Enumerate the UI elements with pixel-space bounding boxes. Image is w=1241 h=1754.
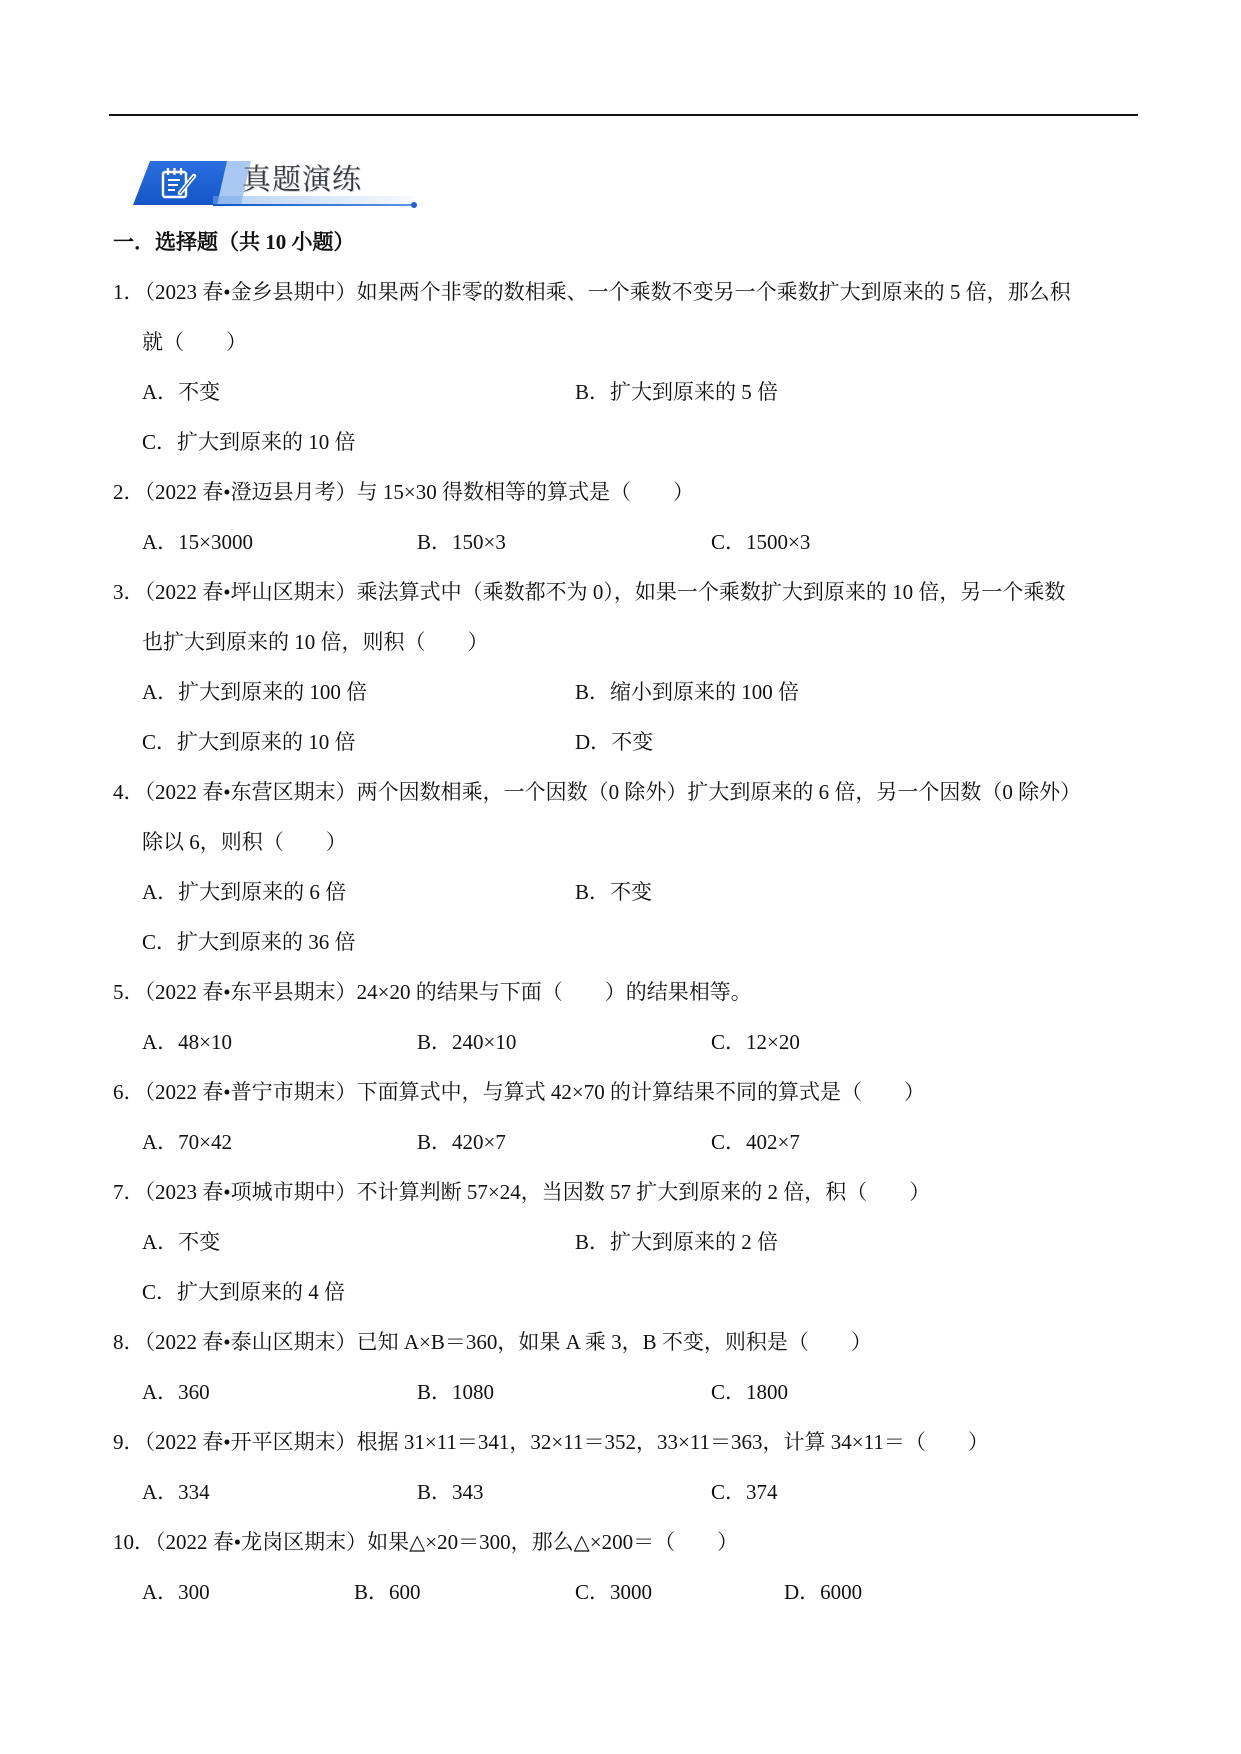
option-b: B．420×7	[417, 1130, 506, 1154]
question-7	[113, 1167, 1136, 1217]
option-b: B．240×10	[417, 1030, 517, 1054]
option-a: A．334	[142, 1480, 210, 1504]
question-stem-line: （2022 春•普宁市期末）下面算式中，与算式 42×70 的计算结果不同的算式是（ ）	[144, 1080, 925, 1104]
option-row	[113, 667, 1136, 717]
option-b: B．扩大到原来的 2 倍	[575, 1230, 779, 1254]
option-a: A．15×3000	[142, 530, 254, 554]
option-a: A．70×42	[142, 1130, 233, 1154]
question-stem-line: （2023 春•项城市期中）不计算判断 57×24，当因数 57 扩大到原来的 2 倍，积（ ）	[144, 1180, 931, 1204]
option-row	[113, 1117, 1136, 1167]
option-c: C．3000	[575, 1580, 653, 1604]
option-c: C．1500×3	[711, 530, 811, 554]
option-row	[113, 1567, 1136, 1617]
option-b: B．缩小到原来的 100 倍	[575, 680, 800, 704]
option-row	[113, 1467, 1136, 1517]
option-row	[113, 717, 1136, 767]
question-stem-line: （2022 春•坪山区期末）乘法算式中（乘数都不为 0），如果一个乘数扩大到原来的 10 倍，另一个乘数	[144, 580, 1066, 604]
question-number: 3．	[113, 580, 145, 604]
header-rule	[109, 114, 1138, 116]
question-stem-line: （2022 春•澄迈县月考）与 15×30 得数相等的算式是（ ）	[144, 480, 694, 504]
option-c: C．扩大到原来的 36 倍	[142, 930, 356, 954]
question-number: 7．	[113, 1180, 145, 1204]
option-c: C．扩大到原来的 4 倍	[142, 1280, 346, 1304]
option-row	[113, 867, 1136, 917]
option-a: A．扩大到原来的 6 倍	[142, 880, 347, 904]
question-stem-line: （2023 春•金乡县期中）如果两个非零的数相乘、一个乘数不变另一个乘数扩大到原来的 5 倍，那么积	[144, 280, 1071, 304]
option-row	[113, 917, 1136, 967]
option-b: B．不变	[575, 880, 653, 904]
option-c: C．12×20	[711, 1030, 800, 1054]
banner-title: 真题演练	[242, 164, 363, 196]
option-a: A．48×10	[142, 1030, 233, 1054]
option-c: C．374	[711, 1480, 778, 1504]
option-b: B．150×3	[417, 530, 506, 554]
option-a: A．不变	[142, 380, 221, 404]
option-a: A．不变	[142, 1230, 221, 1254]
question-stem-line: （2022 春•东营区期末）两个因数相乘，一个因数（0 除外）扩大到原来的 6 倍，另一个因数（0 除外）	[144, 780, 1082, 804]
question-number: 6．	[113, 1080, 145, 1104]
option-a: A．300	[142, 1580, 210, 1604]
question-number: 2．	[113, 480, 145, 504]
option-row	[113, 1217, 1136, 1267]
option-c: C．扩大到原来的 10 倍	[142, 730, 356, 754]
option-a: A．360	[142, 1380, 210, 1404]
question-number: 5．	[113, 980, 145, 1004]
option-row	[113, 1017, 1136, 1067]
question-stem-line: （2022 春•泰山区期末）已知 A×B＝360，如果 A 乘 3，B 不变，则积是（ ）	[144, 1330, 872, 1354]
question-stem-line: （2022 春•开平区期末）根据 31×11＝341，32×11＝352，33×11＝363，计算 34×11＝（ ）	[144, 1430, 989, 1454]
option-row	[113, 417, 1136, 467]
question-9	[113, 1417, 1136, 1467]
option-c: C．扩大到原来的 10 倍	[142, 430, 356, 454]
question-3	[113, 567, 1136, 617]
question-number: 4．	[113, 780, 145, 804]
option-b: B．600	[354, 1580, 421, 1604]
question-1	[113, 267, 1136, 317]
option-row	[113, 1267, 1136, 1317]
option-row	[113, 517, 1136, 567]
banner-underline	[213, 204, 413, 206]
question-4	[113, 767, 1136, 817]
section-heading: 一．选择题（共 10 小题）	[113, 230, 355, 254]
option-b: B．343	[417, 1480, 484, 1504]
option-c: C．1800	[711, 1380, 789, 1404]
option-row	[113, 1367, 1136, 1417]
option-b: B．扩大到原来的 5 倍	[575, 380, 779, 404]
question-stem-line: 除以 6，则积（ ）	[142, 830, 347, 854]
option-row	[113, 367, 1136, 417]
question-2	[113, 467, 1136, 517]
question-stem-line: （2022 春•龙岗区期末）如果△×20＝300，那么△×200＝（ ）	[155, 1530, 739, 1554]
question-number: 9．	[113, 1430, 145, 1454]
question-stem-line: 也扩大到原来的 10 倍，则积（ ）	[142, 630, 489, 654]
notebook-pen-icon	[159, 166, 199, 200]
option-a: A．扩大到原来的 100 倍	[142, 680, 368, 704]
question-10	[113, 1517, 1136, 1567]
option-d: D．不变	[575, 730, 654, 754]
question-number: 1．	[113, 280, 145, 304]
question-8	[113, 1317, 1136, 1367]
section-banner	[133, 158, 423, 214]
banner-dot	[411, 202, 417, 208]
question-number: 10．	[113, 1530, 155, 1554]
question-5	[113, 967, 1136, 1017]
question-stem-line: （2022 春•东平县期末）24×20 的结果与下面（ ）的结果相等。	[144, 980, 752, 1004]
question-list	[113, 217, 1136, 1617]
question-6	[113, 1067, 1136, 1117]
option-c: C．402×7	[711, 1130, 800, 1154]
option-b: B．1080	[417, 1380, 495, 1404]
question-number: 8．	[113, 1330, 145, 1354]
question-stem-line: 就（ ）	[142, 330, 247, 354]
option-d: D．6000	[784, 1580, 863, 1604]
